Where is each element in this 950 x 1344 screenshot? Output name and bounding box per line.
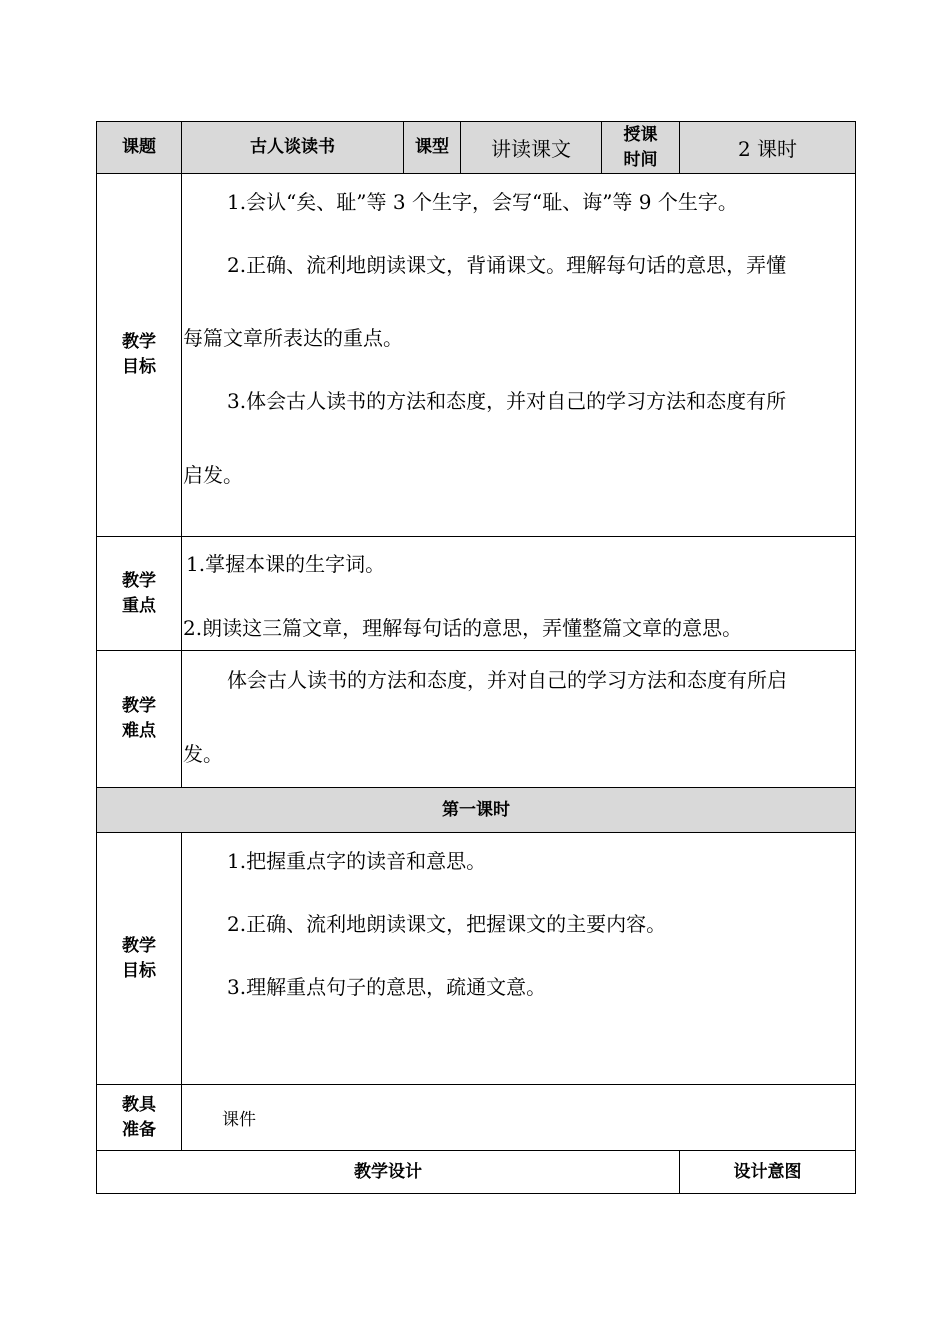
tools-value: 课件: [222, 1110, 256, 1130]
tools-row: [97, 1085, 856, 1151]
difficulties-content: [182, 651, 856, 788]
difficulties-label-line-1: 教学: [122, 696, 156, 716]
goal-item-1: 1.会认“矣、耻”等 3 个生字，会写“耻、诲”等 9 个生字。: [227, 190, 738, 214]
difficulties-label-line-2: 难点: [122, 721, 156, 741]
topic-value: 古人谈读书: [182, 122, 404, 174]
design-label: 教学设计: [97, 1151, 680, 1194]
lesson1-goals-label-line-1: 教学: [122, 935, 156, 956]
tools-label-line-2: 准备: [122, 1119, 156, 1140]
type-value: 讲读课文: [461, 122, 602, 174]
tools-label: [97, 1085, 182, 1151]
time-label-line-1: 授课: [623, 124, 658, 145]
difficulty-1-cont: 发。: [183, 742, 223, 766]
time-label-line-2: 时间: [623, 149, 658, 170]
key-points-content: [182, 537, 856, 651]
goal-item-3-cont: 启发。: [183, 463, 243, 487]
goals-label-line-2: 目标: [122, 357, 156, 377]
goal-item-2: 2.正确、流利地朗读课文，背诵课文。理解每句话的意思，弄懂: [227, 253, 787, 277]
key-point-2: 2.朗读这三篇文章，理解每句话的意思，弄懂整篇文章的意思。: [183, 616, 743, 640]
difficulties-row: [97, 651, 856, 788]
lesson1-title-row: [97, 788, 856, 833]
key-points-label-line-2: 重点: [122, 595, 156, 616]
lesson1-goal-3: 3.理解重点句子的意思，疏通文意。: [227, 975, 547, 999]
lesson1-goals-row: [97, 833, 856, 1085]
tools-content: [182, 1085, 856, 1151]
lesson1-goal-2: 2.正确、流利地朗读课文，把握课文的主要内容。: [227, 912, 667, 936]
goal-item-2-cont: 每篇文章所表达的重点。: [183, 326, 403, 350]
lesson1-goals-label-line-2: 目标: [122, 960, 156, 981]
goals-label-line-1: 教学: [122, 332, 156, 352]
goals-label: [97, 174, 182, 537]
design-header-row: [97, 1151, 856, 1194]
tools-label-line-1: 教具: [122, 1094, 156, 1115]
lesson1-goals-label: [97, 833, 182, 1085]
type-label: 课型: [404, 122, 461, 174]
lesson1-title: 第一课时: [97, 788, 856, 833]
goal-item-3: 3.体会古人读书的方法和态度，并对自己的学习方法和态度有所: [227, 389, 787, 413]
time-label: [602, 122, 680, 174]
key-point-1: 1.掌握本课的生字词。: [186, 552, 386, 576]
goals-content: [182, 174, 856, 537]
key-points-label: [97, 537, 182, 651]
key-points-row: [97, 537, 856, 651]
key-points-label-line-1: 教学: [122, 570, 156, 591]
lesson-plan-table: [96, 121, 855, 1194]
header-row: [97, 122, 856, 174]
difficulties-label: [97, 651, 182, 788]
time-value: 2 课时: [680, 122, 856, 174]
lesson1-goal-1: 1.把握重点字的读音和意思。: [227, 849, 487, 873]
topic-label: 课题: [97, 122, 182, 174]
goals-row: [97, 174, 856, 537]
intent-label: 设计意图: [680, 1151, 856, 1194]
difficulty-1: 体会古人读书的方法和态度，并对自己的学习方法和态度有所启: [227, 668, 787, 692]
lesson1-goals-content: [182, 833, 856, 1085]
